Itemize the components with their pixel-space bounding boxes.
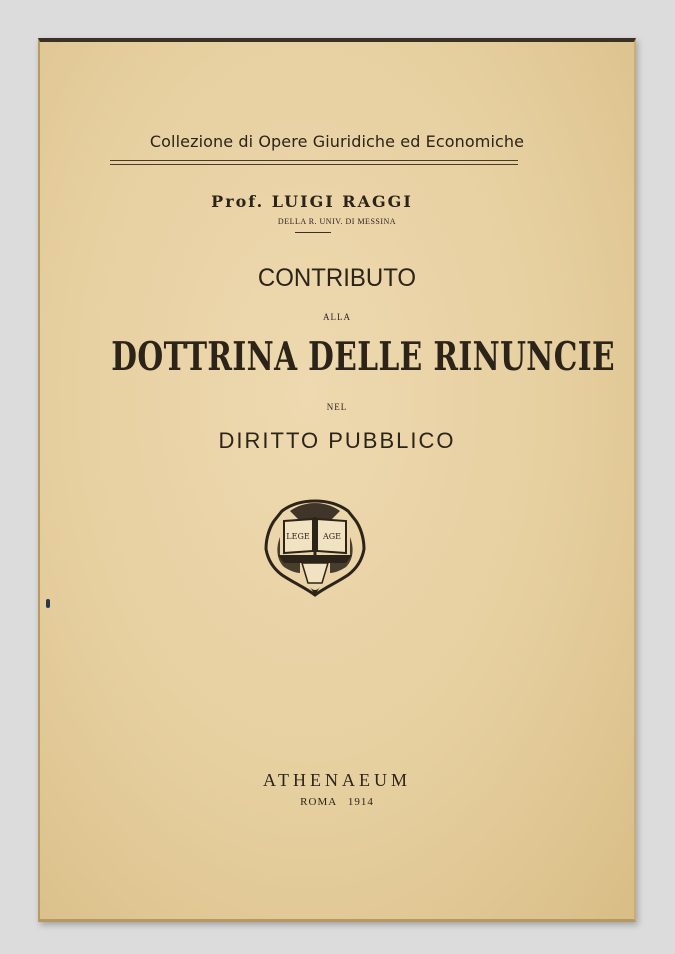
publisher-name: ATHENAEUM — [263, 770, 411, 790]
short-rule-divider — [295, 232, 331, 233]
subtitle: DIRITTO PUBBLICO — [218, 428, 456, 453]
author-name: Prof. LUIGI RAGGI — [211, 192, 413, 211]
book-cover — [38, 38, 636, 922]
author-affiliation: DELLA R. UNIV. DI MESSINA — [277, 217, 397, 226]
title-line-contributo: CONTRIBUTO — [257, 264, 417, 292]
double-rule-divider — [110, 160, 518, 165]
title-line-alla: ALLA — [323, 312, 351, 322]
main-title: DOTTRINA DELLE RINUNCIE — [111, 334, 615, 380]
title-line-nel: NEL — [326, 402, 348, 412]
emblem-text-right: AGE — [322, 532, 342, 541]
publisher-emblem-icon — [260, 497, 370, 597]
emblem-text-left: LEGE — [286, 532, 310, 541]
ink-mark — [46, 599, 50, 608]
place-and-year: ROMA 1914 — [300, 796, 374, 808]
series-title: Collezione di Opere Giuridiche ed Economiche — [149, 132, 525, 151]
